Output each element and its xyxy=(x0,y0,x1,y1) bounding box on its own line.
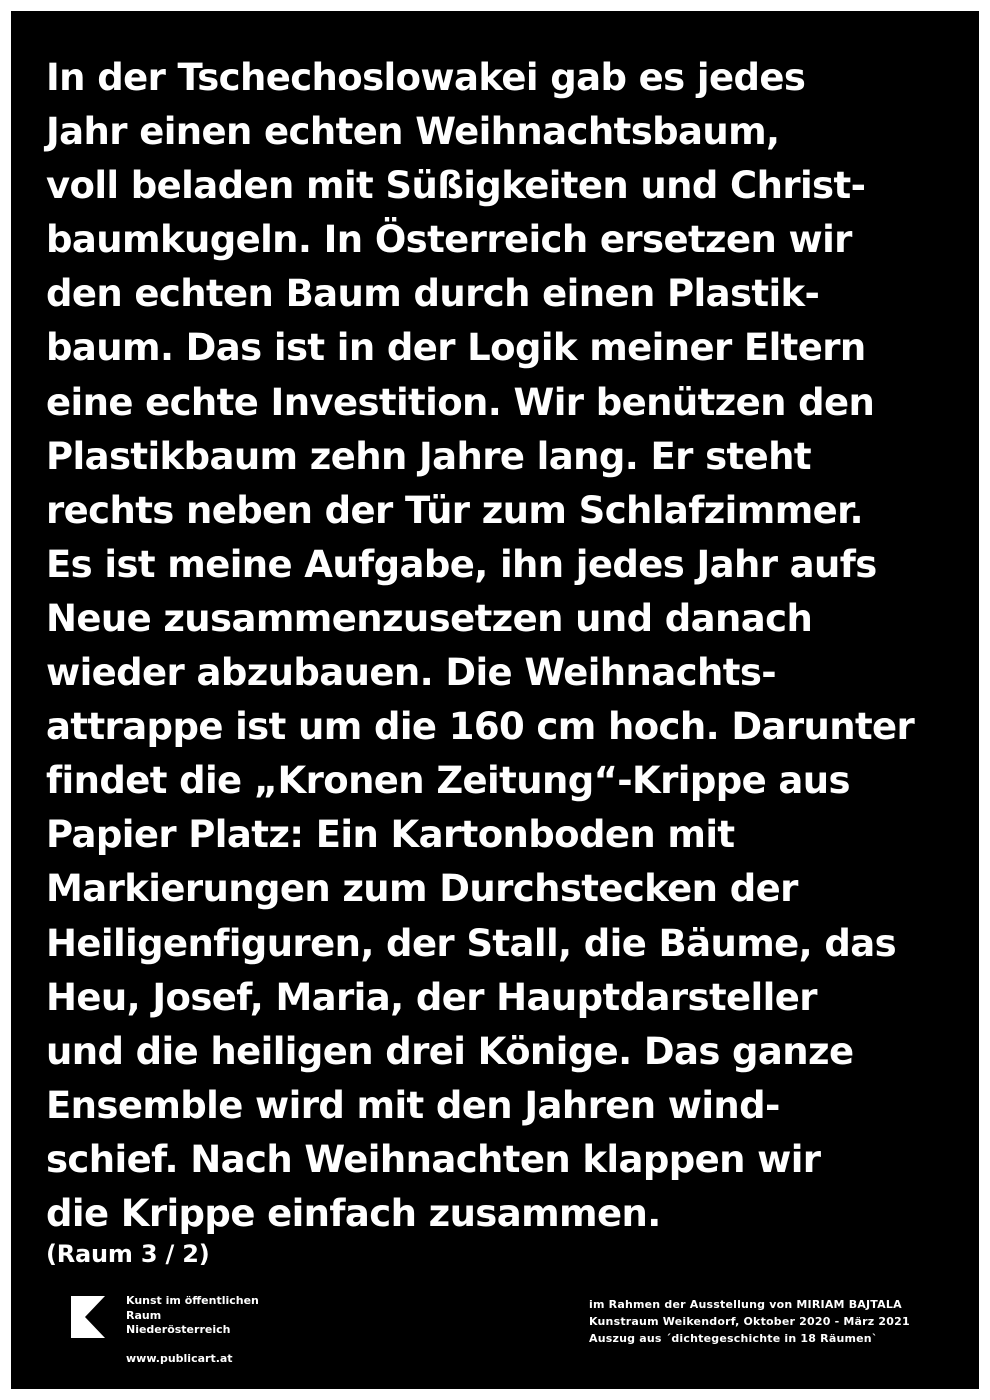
text-line: schief. Nach Weihnachten klappen wir xyxy=(46,1137,821,1181)
credit-line: Kunstraum Weikendorf, Oktober 2020 - März 2021 xyxy=(589,1315,910,1328)
publisher-name-line: Kunst im öffentlichen xyxy=(126,1294,259,1307)
text-line: die Krippe einfach zusammen. xyxy=(46,1191,661,1235)
poster xyxy=(11,11,979,1389)
kunst-logo-icon xyxy=(71,1296,105,1338)
text-line: Jahr einen echten Weihnachtsbaum, xyxy=(46,110,780,154)
exhibition-credit xyxy=(589,1296,910,1347)
credit-line: im Rahmen der Ausstellung von MIRIAM BAJTALA xyxy=(589,1298,902,1311)
text-line: Papier Platz: Ein Kartonboden mit xyxy=(46,813,735,857)
text-line: eine echte Investition. Wir benützen den xyxy=(46,380,875,424)
publisher-name-line: Raum xyxy=(126,1308,162,1322)
publisher-name xyxy=(126,1294,259,1338)
credit-line: Auszug aus ´dichtegeschichte in 18 Räumen` xyxy=(589,1332,878,1345)
text-line: und die heiligen drei Könige. Das ganze xyxy=(46,1029,854,1073)
text-line: Plastikbaum zehn Jahre lang. Er steht xyxy=(46,434,811,478)
publisher-url: www.publicart.at xyxy=(126,1352,233,1365)
text-line: Heu, Josef, Maria, der Hauptdarsteller xyxy=(46,975,817,1019)
text-line: Es ist meine Aufgabe, ihn jedes Jahr aufs xyxy=(46,542,877,586)
text-line: baumkugeln. In Österreich ersetzen wir xyxy=(46,218,852,262)
text-line: voll beladen mit Süßigkeiten und Christ- xyxy=(46,164,866,208)
text-line: baum. Das ist in der Logik meiner Eltern xyxy=(46,326,866,370)
text-line: den echten Baum durch einen Plastik- xyxy=(46,272,820,316)
poster-text xyxy=(46,51,971,1241)
room-reference: (Raum 3 / 2) xyxy=(46,1240,210,1268)
text-line: Neue zusammenzusetzen und danach xyxy=(46,596,813,640)
text-line: Heiligenfiguren, der Stall, die Bäume, das xyxy=(46,921,897,965)
text-line: rechts neben der Tür zum Schlafzimmer. xyxy=(46,488,863,532)
text-line: Markierungen zum Durchstecken der xyxy=(46,867,798,911)
text-line: In der Tschechoslowakei gab es jedes xyxy=(46,56,806,99)
text-line: attrappe ist um die 160 cm hoch. Darunter xyxy=(46,705,915,749)
text-line: findet die „Kronen Zeitung“-Krippe aus xyxy=(46,759,850,803)
text-line: wieder abzubauen. Die Weihnachts- xyxy=(46,651,776,695)
publisher-name-line: Niederösterreich xyxy=(126,1323,231,1336)
text-line: Ensemble wird mit den Jahren wind- xyxy=(46,1083,780,1127)
